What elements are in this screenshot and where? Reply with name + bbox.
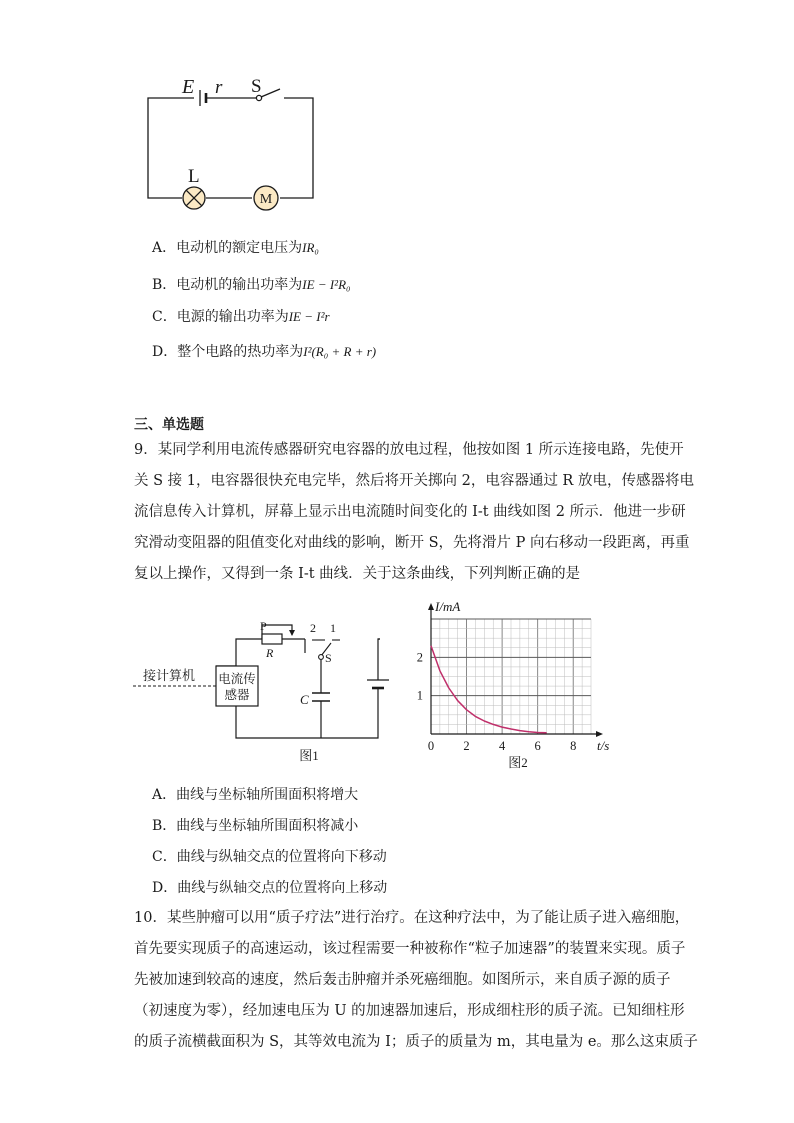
option-formula: IR₀ [302, 240, 319, 255]
capacitor-label: C [300, 692, 309, 707]
x-tick-label: 2 [463, 739, 470, 753]
y-tick-label: 1 [416, 688, 423, 703]
x-tick-label: 0 [427, 739, 435, 753]
q9-option-d[interactable] [152, 878, 387, 898]
option-text: 电源的输出功率为 [176, 309, 289, 325]
sensor-label-line1: 电流传 [218, 672, 256, 686]
switch-pivot [319, 655, 324, 660]
option-text: 曲线与坐标轴所围面积将增大 [176, 787, 359, 803]
q9-line: 流信息传入计算机，屏幕上显示出电流随时间变化的 I-t 曲线如图 2 所示．他进一步研 [134, 504, 686, 520]
chart-x-axis-label: t/s [597, 738, 610, 753]
q9-option-b[interactable] [152, 816, 358, 836]
x-tick-label: 8 [570, 739, 577, 753]
series-line-it-curve [431, 646, 547, 733]
chart-series [431, 646, 547, 733]
option-letter: D． [152, 344, 178, 360]
section-title: 三、单选题 [134, 417, 204, 433]
lamp-symbol [183, 187, 205, 209]
computer-label: 接计算机 [143, 668, 196, 683]
wire-top-left [216, 639, 262, 666]
resistor-label: R [266, 646, 274, 660]
option-letter: A． [152, 240, 177, 256]
q10-line: 首先要实现质子的高速运动，该过程需要一种被称作“粒子加速器”的装置来实现。质子 [134, 941, 686, 957]
y-tick-label: 2 [416, 650, 423, 665]
option-text: 整个电路的热功率为 [177, 344, 304, 360]
q10-stem [134, 903, 698, 1058]
option-formula: I²(R₀ + R + r) [303, 344, 377, 359]
switch-label: S [251, 76, 262, 97]
rheostat-body [262, 634, 282, 644]
x-tick-label: 6 [534, 739, 541, 753]
switch-position-1: 1 [330, 621, 336, 635]
option-text: 曲线与纵轴交点的位置将向上移动 [177, 880, 388, 896]
lamp-label: L [188, 166, 200, 187]
x-axis-arrow [596, 731, 603, 737]
option-text: 电动机的额定电压为 [176, 240, 303, 256]
fig1-circuit-diagram [128, 610, 398, 772]
q9-option-c[interactable] [152, 847, 387, 867]
q10-line: （初速度为零），经加速电压为 U 的加速器加速后，形成细柱形的质子流。已知细柱形 [134, 1003, 685, 1019]
switch-label: S [325, 651, 332, 665]
q8-circuit-diagram [140, 72, 325, 212]
motor-label: M [259, 192, 273, 207]
option-letter: A． [152, 787, 177, 803]
q9-line: 究滑动变阻器的阻值变化对曲线的影响，断开 S，先将滑片 P 向右移动一段距离，再重 [134, 535, 690, 551]
option-text: 曲线与坐标轴所围面积将减小 [176, 818, 359, 834]
option-letter: B． [152, 818, 177, 834]
q8-option-a[interactable] [152, 238, 319, 258]
q8-option-d[interactable] [152, 342, 376, 362]
q9-option-a[interactable] [152, 785, 358, 805]
fig2-caption: 图2 [508, 755, 528, 770]
q9-line: 复以上操作，又得到一条 I-t 曲线．关于这条曲线，下列判断正确的是 [134, 566, 581, 582]
emf-label: E [182, 76, 195, 98]
motor-symbol [254, 186, 278, 210]
chart-tick-labels [417, 650, 577, 753]
slider-label: P [260, 619, 267, 633]
q8-option-b[interactable] [152, 275, 351, 295]
option-letter: C． [152, 309, 177, 325]
switch-blade [261, 89, 280, 97]
sensor-label-line2: 感器 [224, 688, 250, 702]
q8-option-c[interactable] [152, 307, 330, 327]
q9-stem [134, 435, 694, 590]
slider-arrow [289, 630, 295, 636]
q10-line: 10．某些肿瘤可以用“质子疗法”进行治疗。在这种疗法中，为了能让质子进入癌细胞， [134, 910, 690, 926]
q9-line: 关 S 接 1，电容器很快充电完毕，然后将开关掷向 2，电容器通过 R 放电，传感器将电 [134, 473, 694, 489]
option-letter: C． [152, 849, 177, 865]
q9-line: 9．某同学利用电流传感器研究电容器的放电过程，他按如图 1 所示连接电路，先使开 [134, 442, 684, 458]
option-letter: B． [152, 277, 177, 293]
internal-resistance-label: r [215, 77, 223, 98]
switch-position-2: 2 [310, 621, 316, 635]
y-axis-arrow [428, 603, 434, 610]
chart-grid [431, 619, 591, 734]
x-tick-label: 4 [498, 739, 506, 753]
chart-y-axis-label: I/mA [435, 599, 461, 614]
chart-axes [428, 603, 603, 737]
fig2-it-chart [405, 597, 620, 775]
option-letter: D． [152, 880, 178, 896]
option-formula: IE − I²r [288, 309, 330, 324]
q10-line: 先被加速到较高的速度，然后轰击肿瘤并杀死癌细胞。如图所示，来自质子源的质子 [134, 972, 671, 988]
option-formula: IE − I²R₀ [302, 277, 351, 292]
q10-line: 的质子流横截面积为 S，其等效电流为 I；质子的质量为 m，其电量为 e。那么这束质子 [134, 1034, 698, 1050]
fig1-caption: 图1 [299, 748, 319, 763]
option-text: 电动机的输出功率为 [176, 277, 303, 293]
option-text: 曲线与纵轴交点的位置将向下移动 [176, 849, 387, 865]
